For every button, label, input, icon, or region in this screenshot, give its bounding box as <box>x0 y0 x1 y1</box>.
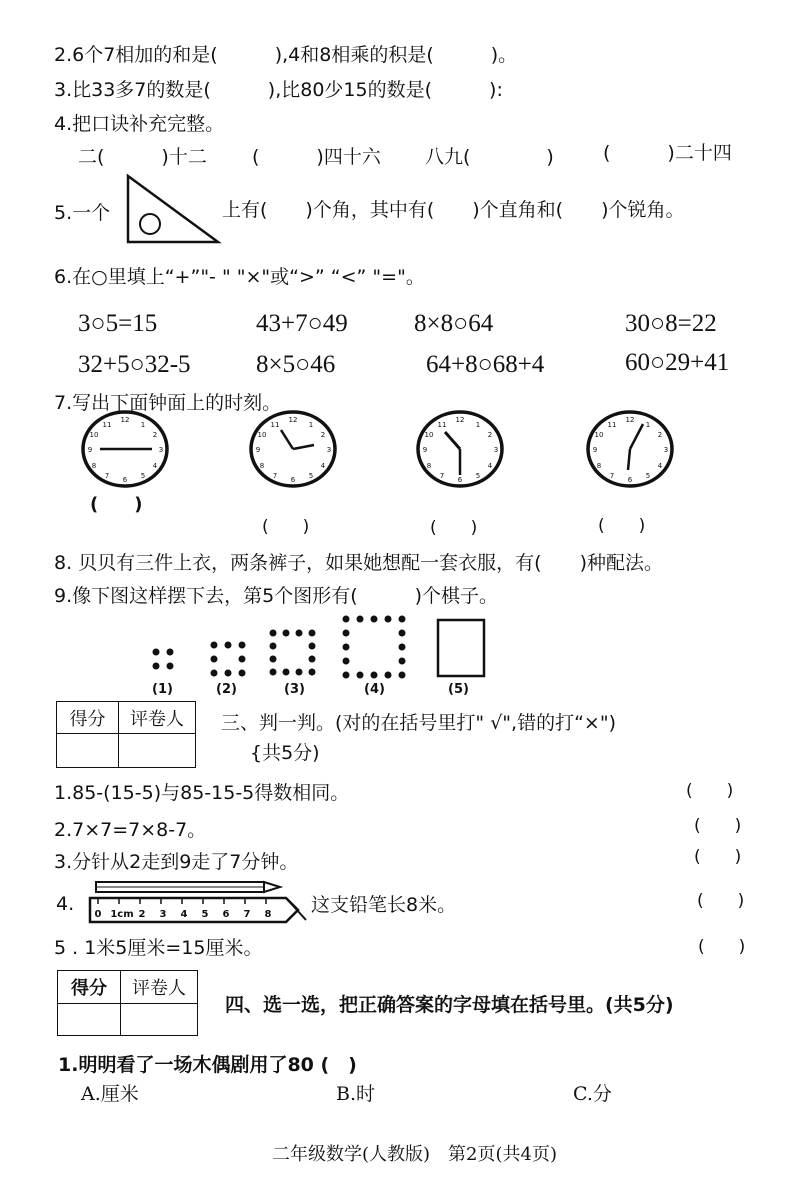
chess-piece-pattern-2 <box>208 640 252 680</box>
question-3: 3.比33多7的数是( ),比80少15的数是( ): <box>54 79 503 101</box>
svg-text:11: 11 <box>270 421 280 429</box>
question-5-text: 上有( )个角，其中有( )个直角和( )个锐角。 <box>222 199 685 221</box>
clock-answer-blank: ( ) <box>598 516 646 536</box>
svg-text:12: 12 <box>120 416 130 424</box>
svg-text:4: 4 <box>152 462 158 470</box>
svg-text:5: 5 <box>308 472 314 480</box>
grader-header: 评卷人 <box>119 702 196 734</box>
score-cell[interactable] <box>58 1004 121 1036</box>
svg-text:2: 2 <box>152 431 158 439</box>
question-2: 2.6个7相加的和是( ),4和8相乘的积是( )。 <box>54 44 518 66</box>
ruler-tick-label: 7 <box>243 909 251 920</box>
svg-text:11: 11 <box>102 421 112 429</box>
svg-text:1: 1 <box>140 421 146 429</box>
question-7: 7.写出下面钟面上的时刻。 <box>54 392 282 414</box>
svg-text:3: 3 <box>663 446 669 454</box>
judge-item-2: 2.7×7=7×8-7。 <box>54 819 207 841</box>
ruler-tick-label: 1cm <box>110 909 134 920</box>
figure-label: (5) <box>448 682 469 697</box>
equation: 8×5○46 <box>256 351 336 378</box>
ruler-tick-label: 2 <box>138 909 146 920</box>
svg-text:1: 1 <box>475 421 481 429</box>
equation: 3○5=15 <box>78 310 158 337</box>
choice-option-c: C.分 <box>573 1083 612 1105</box>
ruler-tick-label: 8 <box>264 909 272 920</box>
score-table <box>56 701 196 768</box>
answer-blank: ( ) <box>686 781 734 801</box>
svg-text:3: 3 <box>326 446 332 454</box>
answer-blank: ( ) <box>698 937 746 957</box>
mnemonic-item-2: ( )四十六 <box>252 146 381 168</box>
svg-text:1: 1 <box>308 421 314 429</box>
svg-text:8: 8 <box>91 462 97 470</box>
svg-text:5: 5 <box>645 472 651 480</box>
svg-text:7: 7 <box>609 472 615 480</box>
answer-blank: ( ) <box>697 891 745 911</box>
svg-text:6: 6 <box>627 476 633 484</box>
svg-text:10: 10 <box>257 431 267 439</box>
judge-item-5: 5 . 1米5厘米=15厘米。 <box>54 937 263 959</box>
grader-cell[interactable] <box>119 734 196 768</box>
clock-face-icon <box>80 410 170 488</box>
question-6: 6.在○里填上“+”"- " "×"或“>” “<” "="。 <box>54 266 425 288</box>
ruler-tick-label: 6 <box>222 909 230 920</box>
svg-text:10: 10 <box>594 431 604 439</box>
svg-text:7: 7 <box>104 472 110 480</box>
svg-text:11: 11 <box>607 421 617 429</box>
grader-cell[interactable] <box>121 1004 198 1036</box>
clock-face-icon <box>248 410 338 488</box>
figure-label: (1) <box>152 682 173 697</box>
svg-text:5: 5 <box>475 472 481 480</box>
svg-text:6: 6 <box>122 476 128 484</box>
question-5-prefix: 5.一个 <box>54 202 111 224</box>
answer-blank: ( ) <box>694 847 742 867</box>
mnemonic-item-3: 八九( ) <box>425 146 554 168</box>
svg-text:7: 7 <box>439 472 445 480</box>
clock-face-icon <box>585 410 675 488</box>
ruler-tick-label: 3 <box>159 909 167 920</box>
svg-text:12: 12 <box>625 416 635 424</box>
svg-text:3: 3 <box>493 446 499 454</box>
equation: 43+7○49 <box>256 310 348 337</box>
judge-item-3: 3.分针从2走到9走了7分钟。 <box>54 851 299 873</box>
section-3-subtitle: {共5分) <box>250 742 320 764</box>
equation: 60○29+41 <box>625 349 730 376</box>
svg-text:6: 6 <box>290 476 296 484</box>
equation: 8×8○64 <box>414 310 494 337</box>
empty-square-pattern-5 <box>436 618 488 680</box>
pencil-ruler-icon <box>86 876 310 926</box>
clock-answer-blank: ( ) <box>90 494 143 515</box>
svg-text:2: 2 <box>320 431 326 439</box>
svg-text:4: 4 <box>320 462 326 470</box>
choice-option-b: B.时 <box>336 1083 376 1105</box>
question-8: 8. 贝贝有三件上衣，两条裤子，如果她想配一套衣服，有( )种配法。 <box>54 552 663 574</box>
mnemonic-item-1: 二( )十二 <box>78 146 207 168</box>
ruler-tick-label: 5 <box>201 909 209 920</box>
svg-text:9: 9 <box>87 446 93 454</box>
equation: 30○8=22 <box>625 310 717 337</box>
svg-text:4: 4 <box>487 462 493 470</box>
figure-label: (4) <box>364 682 385 697</box>
section-4-title: 四、选一选，把正确答案的字母填在括号里。(共5分) <box>225 994 674 1016</box>
svg-text:10: 10 <box>89 431 99 439</box>
section-3-title: 三、判一判。(对的在括号里打" √",错的打“×") <box>221 712 616 734</box>
figure-label: (3) <box>284 682 305 697</box>
svg-text:6: 6 <box>457 476 463 484</box>
mnemonic-item-4: ( )二十四 <box>603 142 732 164</box>
page-footer: 二年级数学(人教版) 第2页(共4页) <box>272 1144 557 1165</box>
score-header: 得分 <box>58 971 121 1004</box>
svg-text:9: 9 <box>422 446 428 454</box>
question-4: 4.把口诀补充完整。 <box>54 113 225 135</box>
question-9: 9.像下图这样摆下去，第5个图形有( )个棋子。 <box>54 585 499 607</box>
judge-item-4: 4. <box>56 893 75 915</box>
svg-text:9: 9 <box>592 446 598 454</box>
choice-option-a: A.厘米 <box>81 1083 139 1105</box>
ruler-tick-label: 0 <box>94 909 102 920</box>
svg-text:8: 8 <box>596 462 602 470</box>
choice-question-1: 1.明明看了一场木偶剧用了80 ( ) <box>58 1054 357 1076</box>
svg-text:8: 8 <box>259 462 265 470</box>
judge-item-4-text: 这支铅笔长8米。 <box>311 894 457 916</box>
chess-piece-pattern-4 <box>341 614 413 682</box>
clock-answer-blank: ( ) <box>430 518 478 538</box>
grader-header: 评卷人 <box>121 971 198 1004</box>
svg-text:7: 7 <box>272 472 278 480</box>
clock-face-icon <box>415 410 505 488</box>
chess-piece-pattern-1 <box>150 646 180 676</box>
score-header: 得分 <box>57 702 119 734</box>
answer-blank: ( ) <box>694 816 742 836</box>
ruler-tick-label: 4 <box>180 909 188 920</box>
svg-text:12: 12 <box>455 416 465 424</box>
clock-answer-blank: ( ) <box>262 517 310 537</box>
chess-piece-pattern-3 <box>268 628 324 680</box>
svg-text:11: 11 <box>437 421 447 429</box>
svg-text:1: 1 <box>645 421 651 429</box>
figure-label: (2) <box>216 682 237 697</box>
svg-text:3: 3 <box>158 446 164 454</box>
score-table <box>57 970 198 1036</box>
svg-text:8: 8 <box>426 462 432 470</box>
equation: 64+8○68+4 <box>426 351 545 378</box>
judge-item-1: 1.85-(15-5)与85-15-5得数相同。 <box>54 782 350 804</box>
score-cell[interactable] <box>57 734 119 768</box>
svg-text:5: 5 <box>140 472 146 480</box>
svg-text:2: 2 <box>657 431 663 439</box>
svg-text:2: 2 <box>487 431 493 439</box>
equation: 32+5○32-5 <box>78 351 191 378</box>
svg-text:4: 4 <box>657 462 663 470</box>
svg-text:9: 9 <box>255 446 261 454</box>
triangle-ruler-icon <box>124 172 224 246</box>
svg-text:10: 10 <box>424 431 434 439</box>
svg-text:12: 12 <box>288 416 298 424</box>
